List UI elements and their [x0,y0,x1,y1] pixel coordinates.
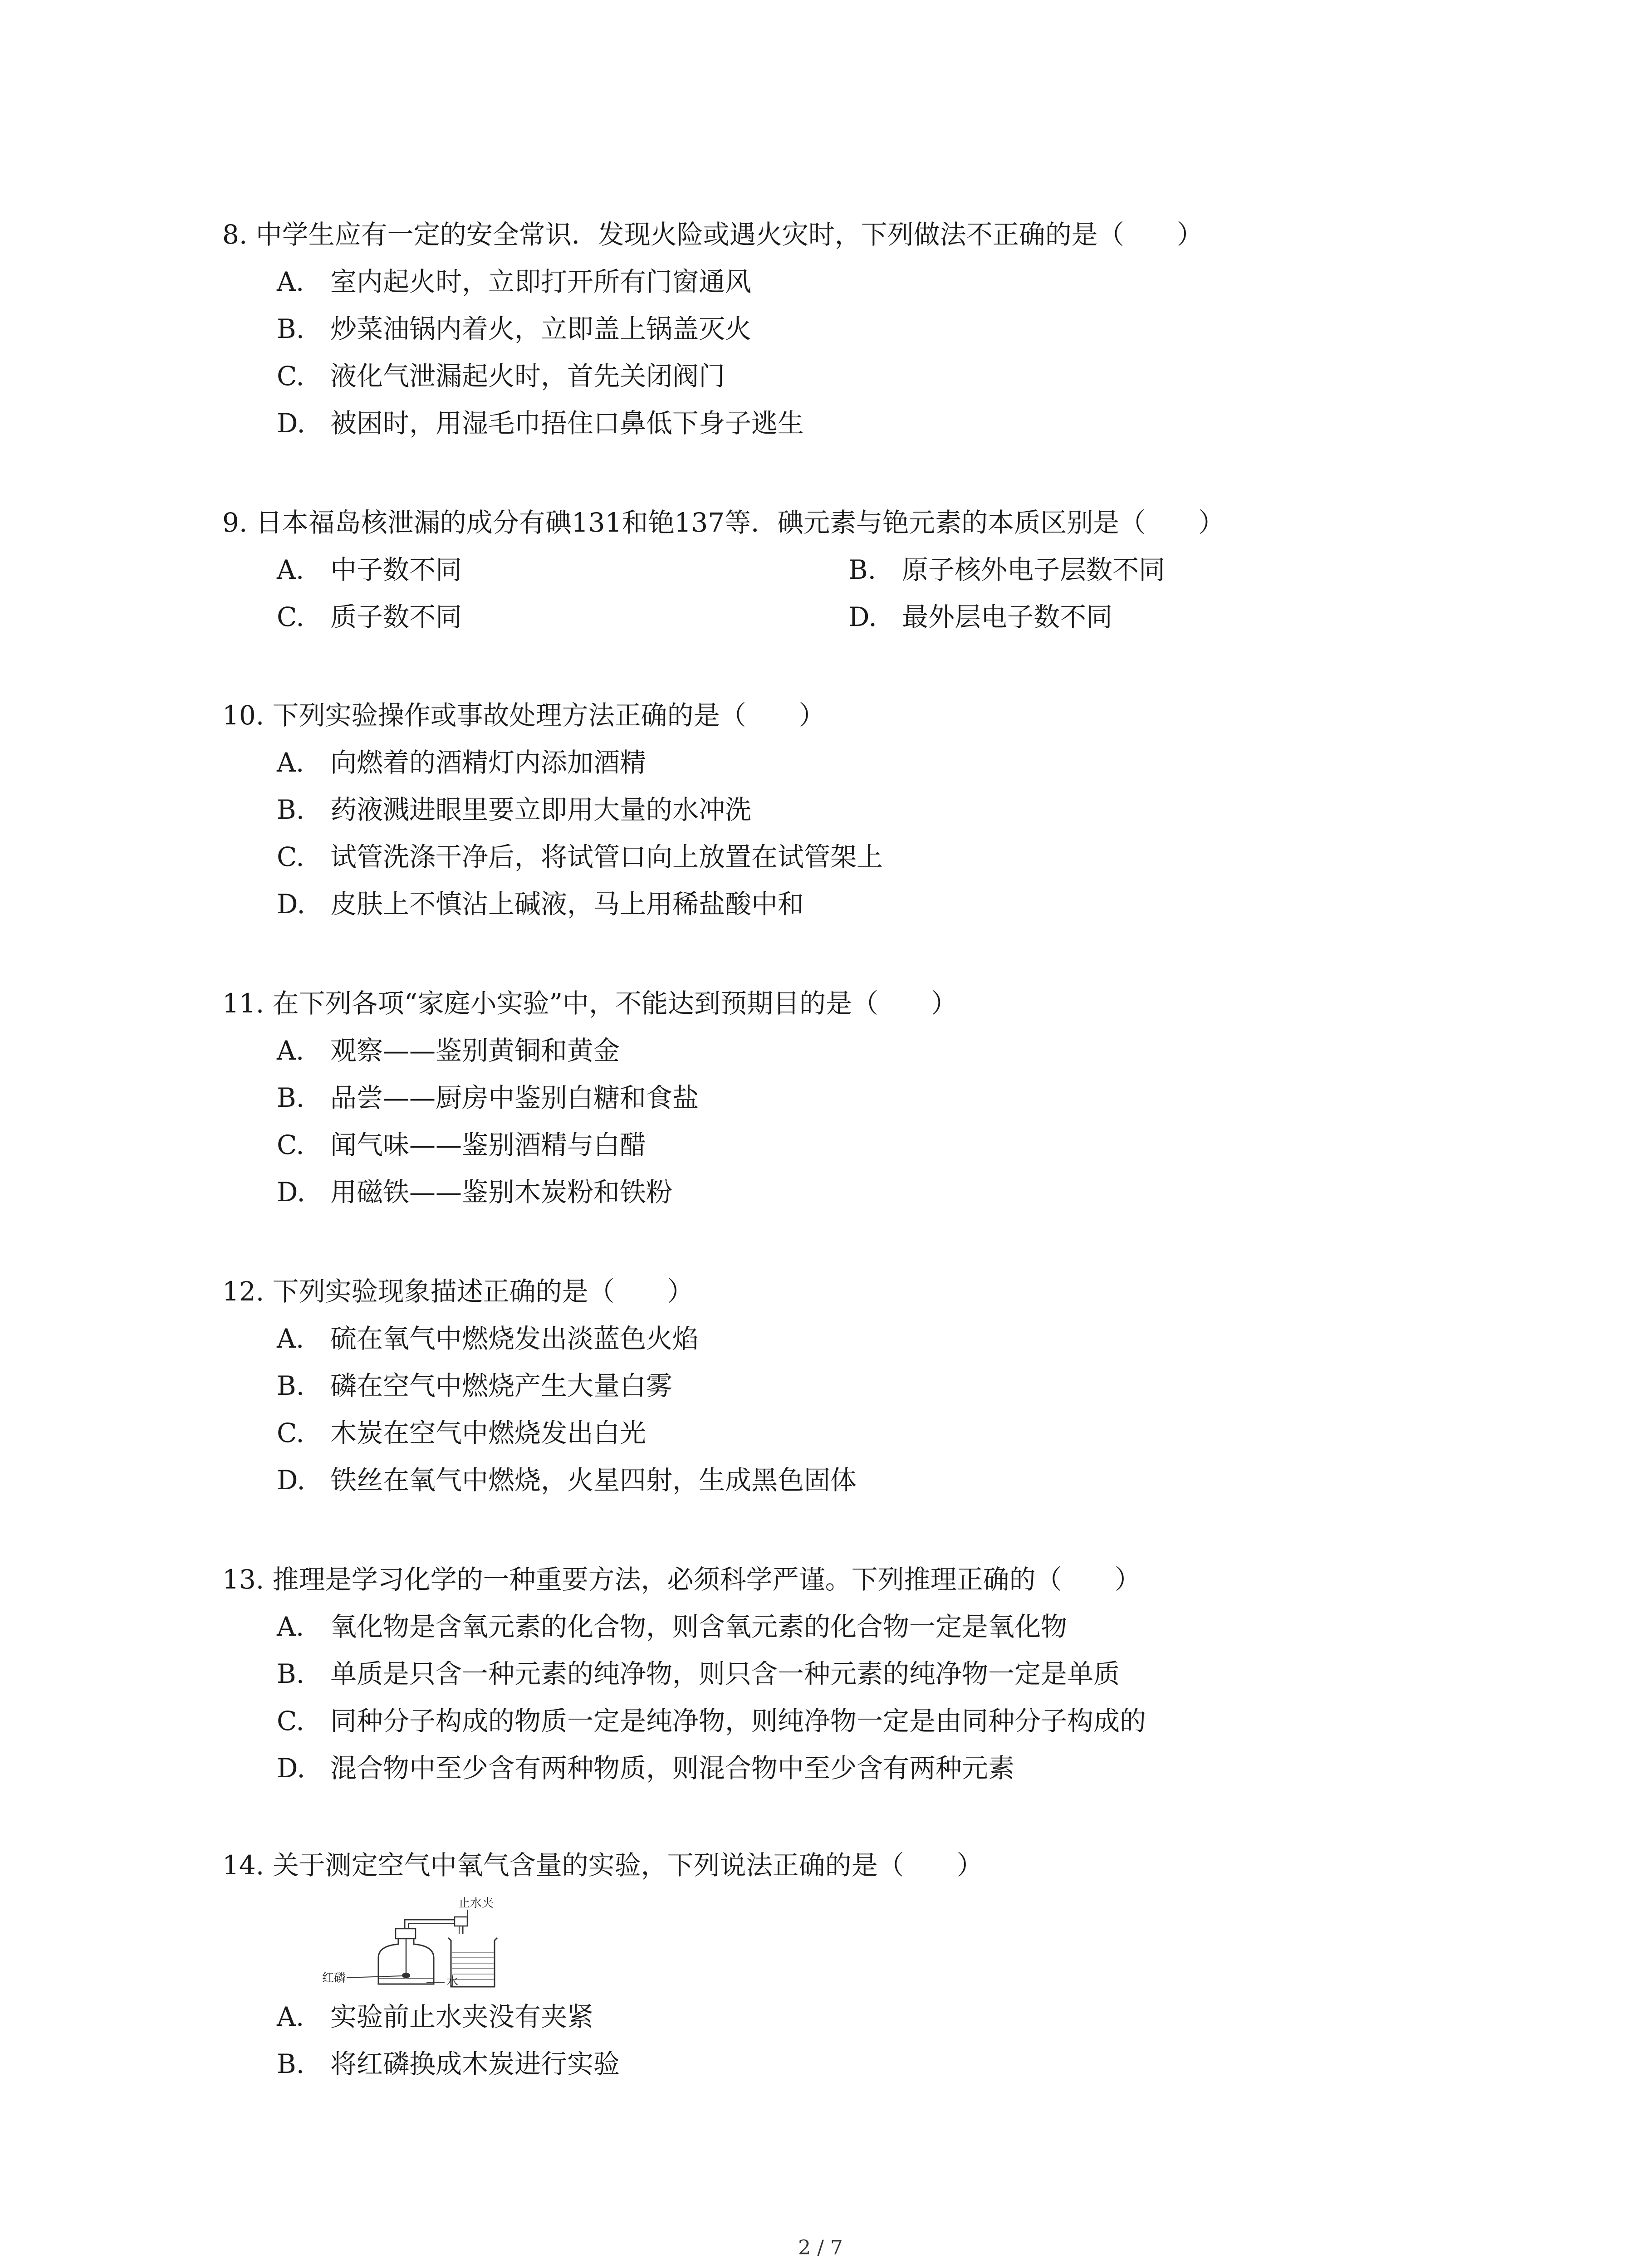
apparatus-figure [277,1893,640,1989]
options-list [277,1315,1447,1504]
option-d: D. 被困时，用湿毛巾捂住口鼻低下身子逃生 [277,408,804,439]
question-stem: 13. 推理是学习化学的一种重要方法，必须科学严谨。下列推理正确的（ ） [222,1564,1141,1595]
option-b: B. 炒菜油锅内着火，立即盖上锅盖灭火 [277,313,752,344]
page-number: 2 / 7 [798,2236,843,2259]
option-c: C. 闻气味——鉴别酒精与白醋 [277,1129,647,1160]
option-b: B. 药液溅进眼里要立即用大量的水冲洗 [277,794,752,825]
stopper [396,1929,416,1939]
apparatus-diagram [277,1893,640,1989]
question-14 [222,1842,1447,2087]
options-list [277,1993,1447,2087]
phosphorus-pointer [347,1976,402,1978]
option-c: C. 试管洗涤干净后，将试管口向上放置在试管架上 [277,841,883,872]
question-stem: 9. 日本福岛核泄漏的成分有碘131和铯137等．碘元素与铯元素的本质区别是（ ） [222,507,1225,538]
water-label: 水 [446,1975,459,1989]
option-c: C. 质子数不同 [277,601,462,632]
question-stem: 8. 中学生应有一定的安全常识．发现火险或遇火灾时，下列做法不正确的是（ ） [222,219,1203,250]
option-a: A. 硫在氧气中燃烧发出淡蓝色火焰 [277,1323,699,1354]
red-phosphorus [402,1973,410,1978]
options-list [277,1027,1447,1216]
question-stem: 11. 在下列各项“家庭小实验”中，不能达到预期目的是（ ） [222,988,957,1019]
question-13 [222,1556,1447,1792]
option-d: D. 铁丝在氧气中燃烧，火星四射，生成黑色固体 [277,1465,857,1496]
options-grid [277,546,1447,640]
option-c: C. 木炭在空气中燃烧发出白光 [277,1418,647,1448]
question-10 [222,692,1447,928]
phosphorus-label: 红磷 [322,1971,346,1985]
option-a: A. 向燃着的酒精灯内添加酒精 [277,747,647,778]
option-a: A. 室内起火时，立即打开所有门窗通风 [277,266,752,297]
option-c: C. 液化气泄漏起火时，首先关闭阀门 [277,361,725,391]
question-8 [222,211,1447,447]
clamp-label: 止水夹 [458,1897,494,1910]
question-12 [222,1268,1447,1504]
option-b: B. 磷在空气中燃烧产生大量白雾 [277,1370,673,1401]
water-clamp [455,1917,467,1926]
option-d: D. 皮肤上不慎沾上碱液，马上用稀盐酸中和 [277,889,804,919]
option-b: B. 品尝——厨房中鉴别白糖和食盐 [277,1082,699,1113]
option-d: D. 混合物中至少含有两种物质，则混合物中至少含有两种元素 [277,1753,1015,1784]
options-list [277,1603,1447,1792]
options-list [277,739,1447,928]
options-list [277,258,1447,447]
question-11 [222,980,1447,1216]
option-a: A. 中子数不同 [277,554,462,585]
option-b: B. 单质是只含一种元素的纯净物，则只含一种元素的纯净物一定是单质 [277,1658,1120,1689]
option-c: C. 同种分子构成的物质一定是纯净物，则纯净物一定是由同种分子构成的 [277,1706,1146,1736]
option-d: D. 用磁铁——鉴别木炭粉和铁粉 [277,1177,673,1207]
option-d: D. 最外层电子数不同 [848,601,1113,632]
question-stem: 14. 关于测定空气中氧气含量的实验，下列说法正确的是（ ） [222,1850,983,1881]
question-stem: 10. 下列实验操作或事故处理方法正确的是（ ） [222,700,825,731]
option-a: A. 实验前止水夹没有夹紧 [277,2001,594,2032]
question-9 [222,499,1447,640]
option-b: B. 将红磷换成木炭进行实验 [277,2048,620,2079]
option-b: B. 原子核外电子层数不同 [848,554,1166,585]
option-a: A. 氧化物是含氧元素的化合物，则含氧元素的化合物一定是氧化物 [277,1611,1068,1642]
option-a: A. 观察——鉴别黄铜和黄金 [277,1035,620,1066]
question-stem: 12. 下列实验现象描述正确的是（ ） [222,1276,694,1307]
